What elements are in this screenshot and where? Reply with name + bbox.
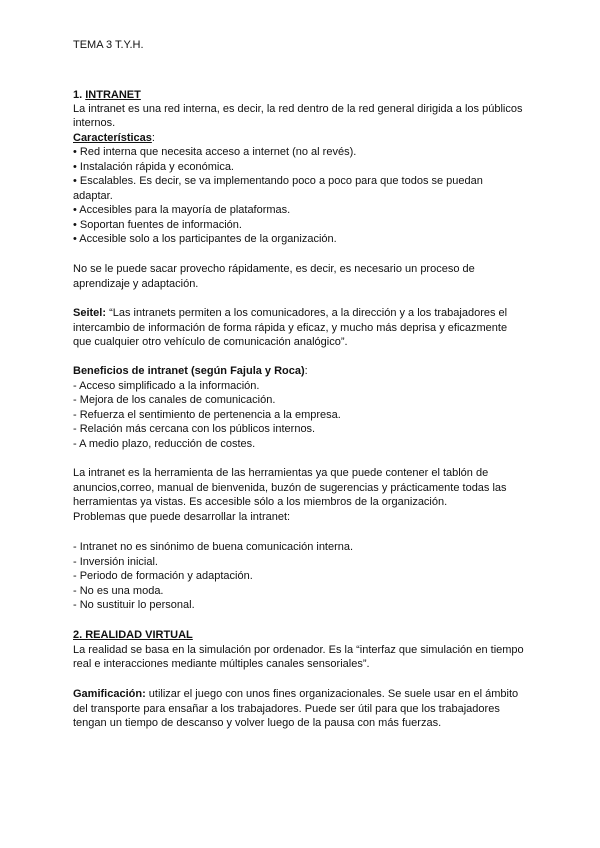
quote-line: intercambio de información de forma rápida y eficaz, y mucho más deprisa y eficazmente	[73, 322, 508, 334]
heading-text: INTRANET	[85, 89, 141, 101]
benefit-item: - A medio plazo, reducción de costes.	[73, 438, 256, 450]
quote-text: “Las intranets permiten a los comunicadores, a la dirección y a los trabajadores el	[106, 307, 508, 319]
gamification-line: tengan un tiempo de descanso y volver luego de la pausa con más fuerzas.	[73, 717, 442, 729]
benefit-item: - Relación más cercana con los públicos internos.	[73, 423, 316, 435]
section-heading-vr: 2. REALIDAD VIRTUAL	[73, 629, 193, 641]
quote-author: Seitel:	[73, 307, 107, 319]
feature-item: • Accesible solo a los participantes de la organización.	[73, 233, 337, 245]
gamification-line	[73, 687, 518, 701]
intro-line: internos.	[73, 117, 116, 129]
features-colon: :	[151, 132, 155, 144]
document-header: TEMA 3 T.Y.H.	[73, 39, 144, 51]
intro-line: La intranet es una red interna, es decir, la red dentro de la red general dirigida a los públicos	[73, 103, 523, 115]
benefits-title-text: Beneficios de intranet (según Fajula y Roca)	[73, 365, 305, 377]
gamification-label: Gamificación:	[73, 688, 146, 700]
vr-line: La realidad se basa en la simulación por ordenador. Es la “interfaz que simulación en tiempo	[73, 644, 524, 656]
vr-line: real e interacciones mediante múltiples canales sensoriales”.	[73, 658, 370, 670]
paragraph-line: herramientas ya vistas. Es accesible sólo a los miembros de la organización.	[73, 496, 448, 508]
paragraph-line: Problemas que puede desarrollar la intranet:	[73, 511, 291, 523]
problem-item: - No sustituir lo personal.	[73, 599, 195, 611]
heading-number: 1.	[73, 89, 83, 101]
benefit-item: - Mejora de los canales de comunicación.	[73, 394, 276, 406]
benefit-item: - Acceso simplificado a la información.	[73, 380, 260, 392]
paragraph-line: anuncios,correo, manual de bienvenida, buzón de sugerencias y prácticamente todas las	[73, 482, 507, 494]
features-label	[73, 131, 155, 145]
problem-item: - Periodo de formación y adaptación.	[73, 570, 253, 582]
gamification-text: utilizar el juego con unos fines organizacionales. Se suele usar en el ámbito	[145, 688, 519, 700]
feature-item: • Escalables. Es decir, se va implementando poco a poco para que todos se puedan	[73, 175, 483, 187]
problem-item: - No es una moda.	[73, 585, 164, 597]
feature-item: • Instalación rápida y económica.	[73, 161, 234, 173]
section-heading-intranet	[73, 88, 141, 102]
note-line: No se le puede sacar provecho rápidamente, es decir, es necesario un proceso de	[73, 263, 475, 275]
quote-line	[73, 306, 507, 320]
feature-item: adaptar.	[73, 190, 113, 202]
note-line: aprendizaje y adaptación.	[73, 278, 199, 290]
benefit-item: - Refuerza el sentimiento de pertenencia a la empresa.	[73, 409, 341, 421]
features-label-text: Características	[73, 132, 152, 144]
gamification-line: del transporte para ensañar a los trabajadores. Puede ser útil para que los trabajadores	[73, 703, 500, 715]
problem-item: - Intranet no es sinónimo de buena comunicación interna.	[73, 541, 354, 553]
benefits-title	[73, 364, 308, 378]
problem-item: - Inversión inicial.	[73, 556, 158, 568]
feature-item: • Red interna que necesita acceso a internet (no al revés).	[73, 146, 357, 158]
feature-item: • Soportan fuentes de información.	[73, 219, 242, 231]
benefits-colon: :	[304, 365, 308, 377]
quote-line: que cualquier otro vehículo de comunicación analógico”.	[73, 336, 348, 348]
feature-item: • Accesibles para la mayoría de plataformas.	[73, 204, 291, 216]
paragraph-line: La intranet es la herramienta de las herramientas ya que puede contener el tablón de	[73, 467, 489, 479]
